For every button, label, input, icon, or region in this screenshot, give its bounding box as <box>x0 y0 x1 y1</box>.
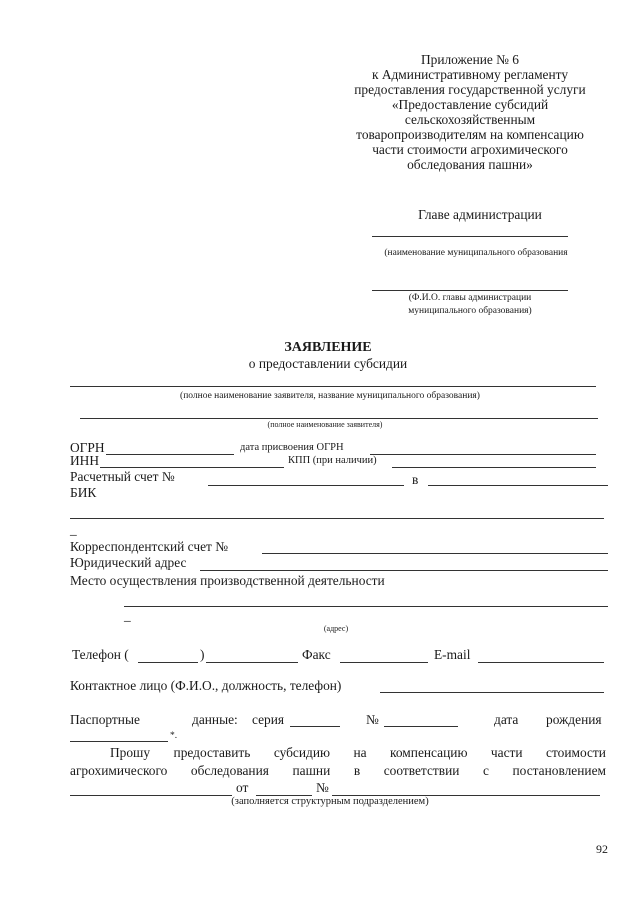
request-word: агрохимического <box>70 763 168 778</box>
from-label: от <box>236 780 249 795</box>
email-label: E-mail <box>434 647 471 662</box>
passport-number-field[interactable] <box>384 726 458 727</box>
header-line-5: сельскохозяйственным <box>404 112 536 127</box>
ogrn-date-label: дата присвоения ОГРН <box>240 442 344 453</box>
series-label: серия <box>252 712 285 727</box>
corr-account-label: Корреспондентский счет № <box>70 539 228 554</box>
resolution-caption: (заполняется структурным подразделением) <box>231 796 429 807</box>
resolution-number-sign: № <box>316 780 329 795</box>
phone-label: Телефон ( <box>72 647 129 662</box>
request-line-1 <box>110 745 606 761</box>
production-dash: _ <box>124 608 131 623</box>
contact-field[interactable] <box>380 692 604 693</box>
request-word: предоставить <box>173 745 251 760</box>
legal-address-field[interactable] <box>200 570 608 571</box>
account-label: Расчетный счет № <box>70 469 175 484</box>
request-word: стоимости <box>546 745 606 760</box>
phone-field[interactable] <box>206 662 298 663</box>
legal-address-label: Юридический адрес <box>70 555 187 570</box>
form-subtitle: о предоставлении субсидии <box>248 356 408 371</box>
bank-field[interactable] <box>428 485 608 486</box>
asterisk: *. <box>170 731 178 741</box>
address-caption: (адрес) <box>323 624 349 633</box>
phone-code-field[interactable] <box>138 662 198 663</box>
birth-label: рождения <box>546 712 602 727</box>
phone-close: ) <box>200 647 205 662</box>
header-line-2: к Административному регламенту <box>371 67 569 82</box>
addressee: Главе администрации <box>418 207 542 222</box>
head-name-line <box>372 290 568 291</box>
form-title: ЗАЯВЛЕНИЕ <box>284 340 372 355</box>
request-word: части <box>490 745 523 760</box>
kpp-label: КПП (при наличии) <box>288 455 377 466</box>
ogrn-field[interactable] <box>106 454 234 455</box>
page-number: 92 <box>596 842 608 856</box>
bik-dash: _ <box>70 522 77 537</box>
header-line-4: «Предоставление субсидий <box>391 97 549 112</box>
passport-label: Паспортные <box>70 712 140 727</box>
request-word: в <box>353 763 361 778</box>
header-block <box>330 52 610 172</box>
request-word: пашни <box>292 763 331 778</box>
corr-account-field[interactable] <box>262 553 608 554</box>
account-field[interactable] <box>208 485 404 486</box>
request-word: субсидию <box>273 745 331 760</box>
contact-label: Контактное лицо (Ф.И.О., должность, телефон) <box>70 678 342 693</box>
header-line-3: предоставления государственной услуги <box>354 82 586 97</box>
header-line-1: Приложение № 6 <box>420 52 520 67</box>
fax-field[interactable] <box>340 662 428 663</box>
inn-field[interactable] <box>100 467 284 468</box>
head-caption-2: муниципального образования) <box>408 306 532 316</box>
header-line-7: части стоимости агрохимического <box>372 142 568 157</box>
request-word: соответствии <box>383 763 460 778</box>
request-word: с <box>482 763 489 778</box>
inn-label: ИНН <box>70 453 100 468</box>
applicant-line-1 <box>70 386 596 387</box>
bank-in-label: в <box>412 472 419 487</box>
email-field[interactable] <box>478 662 604 663</box>
municipality-line <box>372 236 568 237</box>
header-line-6: товаропроизводителям на компенсацию <box>356 127 584 142</box>
applicant-line-2 <box>80 418 598 419</box>
request-line-2 <box>70 763 606 779</box>
fax-label: Факс <box>302 647 331 662</box>
birth-date-label: дата <box>494 712 519 727</box>
production-address-field[interactable] <box>124 606 608 607</box>
series-field[interactable] <box>290 726 340 727</box>
birth-date-field[interactable] <box>70 741 168 742</box>
request-word: на <box>353 745 367 760</box>
passport-data-label: данные: <box>192 712 238 727</box>
ogrn-date-field[interactable] <box>370 454 596 455</box>
head-caption-1: (Ф.И.О. главы администрации <box>408 293 532 303</box>
municipality-caption: (наименование муниципального образования <box>384 248 568 258</box>
applicant-caption-short: (полное наименование заявителя) <box>267 420 383 429</box>
bik-field[interactable] <box>70 518 604 519</box>
applicant-caption-full: (полное наименование заявителя, название муниципального образования) <box>180 391 480 401</box>
production-place-label: Место осуществления производственной деятельности <box>70 573 385 588</box>
request-word: компенсацию <box>390 745 468 760</box>
bik-label: БИК <box>70 485 97 500</box>
request-word: Прошу <box>110 745 151 760</box>
ogrn-label: ОГРН <box>70 440 105 455</box>
header-line-8: обследования пашни» <box>407 157 533 172</box>
request-word: постановлением <box>512 763 606 778</box>
passport-number-sign: № <box>366 712 379 727</box>
request-word: обследования <box>190 763 269 778</box>
kpp-field[interactable] <box>392 467 596 468</box>
